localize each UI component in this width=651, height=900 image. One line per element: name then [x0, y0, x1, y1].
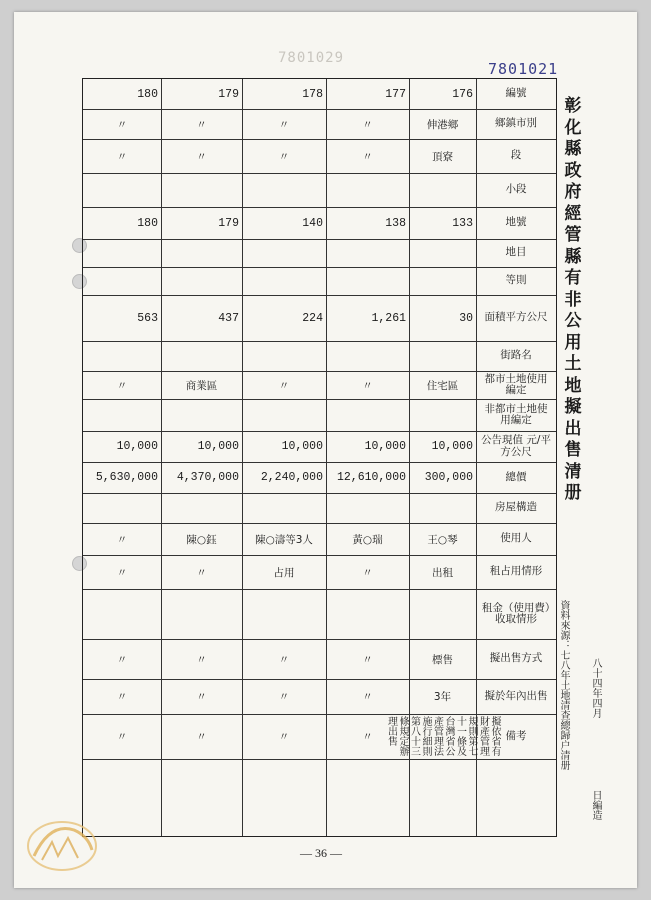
table-cell-urban_zone: 住宅區	[426, 379, 459, 392]
table-cell-term: 〃	[278, 691, 290, 703]
table-cell-value: 10,000	[281, 440, 323, 453]
table-cell-method: 〃	[116, 653, 128, 666]
table-cell-term: 〃	[362, 691, 373, 703]
table-cell-town: 〃	[278, 118, 290, 131]
table-cell-total: 12,610,000	[336, 471, 406, 484]
table-column-divider	[161, 79, 162, 836]
table-row-divider	[83, 462, 556, 463]
document-id-stamp: 7801021	[488, 60, 559, 78]
table-cell-section: 頂寮	[432, 150, 453, 163]
table-cell-section: 〃	[278, 150, 290, 163]
table-cell-user: 黃○瑞	[352, 533, 383, 546]
header-label: 都市土地使用編定	[484, 372, 548, 396]
header-label: 小段	[505, 183, 527, 196]
table-cell-town: 〃	[196, 118, 207, 131]
table-row-divider	[83, 523, 556, 524]
header-label: 租占用情形	[489, 565, 543, 578]
table-cell-total: 4,370,000	[176, 471, 239, 484]
table-row-divider	[83, 371, 556, 372]
table-cell-urban_zone: 〃	[362, 379, 373, 392]
header-label: 編號	[505, 87, 527, 100]
table-cell-urban_zone: 〃	[116, 379, 128, 392]
table-cell-value: 10,000	[197, 440, 239, 453]
table-cell-note: 〃	[278, 731, 290, 743]
table-cell-total: 300,000	[424, 471, 473, 484]
table-row-divider	[83, 714, 556, 715]
header-label: 租金（使用費）收取情形	[481, 601, 551, 625]
table-cell-section: 〃	[116, 150, 128, 163]
header-label: 非都市土地使用編定	[484, 402, 548, 426]
document-title: 彰化縣政府經管縣有非公用土地擬出售清册	[564, 96, 582, 503]
table-cell-lot: 180	[137, 216, 158, 230]
archive-seal-icon	[22, 812, 102, 874]
table-row-divider	[83, 493, 556, 494]
table-cell-occupy: 〃	[196, 566, 207, 579]
ghost-stamp: 7801029	[278, 50, 345, 66]
table-cell-term: 3年	[433, 691, 452, 703]
table-row-divider	[83, 295, 556, 296]
table-cell-user: 王○琴	[427, 533, 458, 546]
header-label: 總價	[505, 470, 527, 483]
table-cell-term: 〃	[196, 691, 207, 703]
table-cell-lot: 133	[452, 216, 473, 230]
source-note: 資料來源：七八年土地清查總歸户清册	[558, 600, 569, 770]
table-cell-user: 陳○鈺	[186, 533, 217, 546]
table-cell-area: 1,261	[371, 311, 406, 325]
table-cell-no: 176	[452, 87, 473, 101]
table-cell-method: 〃	[278, 653, 290, 666]
table-row-divider	[83, 399, 556, 400]
compiled-note: 日編造	[590, 790, 601, 820]
table-row-divider	[83, 341, 556, 342]
table-cell-town: 〃	[116, 118, 128, 131]
header-label: 面積平方公尺	[484, 311, 548, 324]
header-label: 街路名	[500, 349, 532, 362]
date-note: 八十四年四月	[590, 658, 601, 718]
table-cell-lot: 179	[218, 216, 239, 230]
table-cell-note: 〃	[116, 731, 128, 743]
table-cell-occupy: 占用	[273, 566, 295, 579]
table-cell-total: 5,630,000	[95, 471, 158, 484]
table-column-divider	[242, 79, 243, 836]
header-label: 鄉鎮市別	[495, 117, 537, 130]
table-row-divider	[83, 239, 556, 240]
header-label: 段	[510, 149, 522, 162]
table-cell-no: 178	[302, 87, 323, 101]
table-cell-method: 標售	[432, 653, 453, 666]
table-cell-note: 〃	[362, 731, 373, 743]
table-row-divider	[83, 555, 556, 556]
table-cell-area: 224	[302, 311, 323, 325]
table-cell-value: 10,000	[364, 440, 406, 453]
table-cell-user: 〃	[116, 533, 128, 546]
header-label: 等則	[505, 274, 527, 287]
table-row-divider	[83, 173, 556, 174]
header-label: 擬出售方式	[489, 652, 543, 665]
header-label: 地目	[505, 246, 527, 259]
table-row-divider	[83, 139, 556, 140]
table-cell-lot: 138	[385, 216, 406, 230]
header-label: 房屋構造	[495, 501, 537, 514]
table-row-divider	[83, 589, 556, 590]
table-row-divider	[83, 109, 556, 110]
table-row-divider	[83, 431, 556, 432]
table-cell-method: 〃	[196, 653, 207, 666]
table-cell-user: 陳○濤等3人	[255, 533, 313, 546]
table-cell-note: 〃	[196, 731, 207, 743]
table-cell-occupy: 〃	[116, 566, 128, 579]
table-cell-no: 177	[385, 87, 406, 101]
table-cell-no: 180	[137, 87, 158, 101]
table-cell-note: 擬依省有財產管理規則第七十一條及台灣省公產管理法施行細則第八十三條規定辦理出售	[385, 716, 500, 756]
page-number: — 36 —	[300, 846, 342, 860]
table-column-divider	[326, 79, 327, 836]
table-cell-no: 179	[218, 87, 239, 101]
table-cell-area: 437	[218, 311, 239, 325]
table-cell-occupy: 〃	[362, 566, 373, 579]
table-cell-section: 〃	[196, 150, 207, 163]
table-cell-town: 伸港鄉	[426, 118, 459, 131]
header-label: 使用人	[500, 532, 532, 545]
header-label: 備考	[505, 729, 527, 742]
table-cell-term: 〃	[116, 691, 128, 703]
header-label: 擬於年內出售	[484, 689, 548, 702]
table-row-divider	[83, 679, 556, 680]
table-cell-lot: 140	[302, 216, 323, 230]
table-cell-area: 563	[137, 311, 158, 325]
table-cell-method: 〃	[362, 653, 373, 666]
table-cell-town: 〃	[362, 118, 373, 131]
table-cell-section: 〃	[362, 150, 373, 163]
table-row-divider	[83, 759, 556, 760]
table-row-divider	[83, 639, 556, 640]
header-label: 地號	[505, 216, 527, 229]
table-cell-total: 2,240,000	[260, 471, 323, 484]
table-cell-urban_zone: 商業區	[185, 379, 218, 392]
table-row-divider	[83, 207, 556, 208]
header-label: 公告現值 元/平方公尺	[481, 434, 551, 458]
table-row-divider	[83, 267, 556, 268]
table-cell-area: 30	[459, 311, 473, 325]
table-cell-value: 10,000	[431, 440, 473, 453]
land-sale-table	[82, 78, 557, 837]
table-cell-value: 10,000	[116, 440, 158, 453]
table-cell-occupy: 出租	[432, 566, 453, 579]
table-cell-urban_zone: 〃	[278, 379, 290, 392]
